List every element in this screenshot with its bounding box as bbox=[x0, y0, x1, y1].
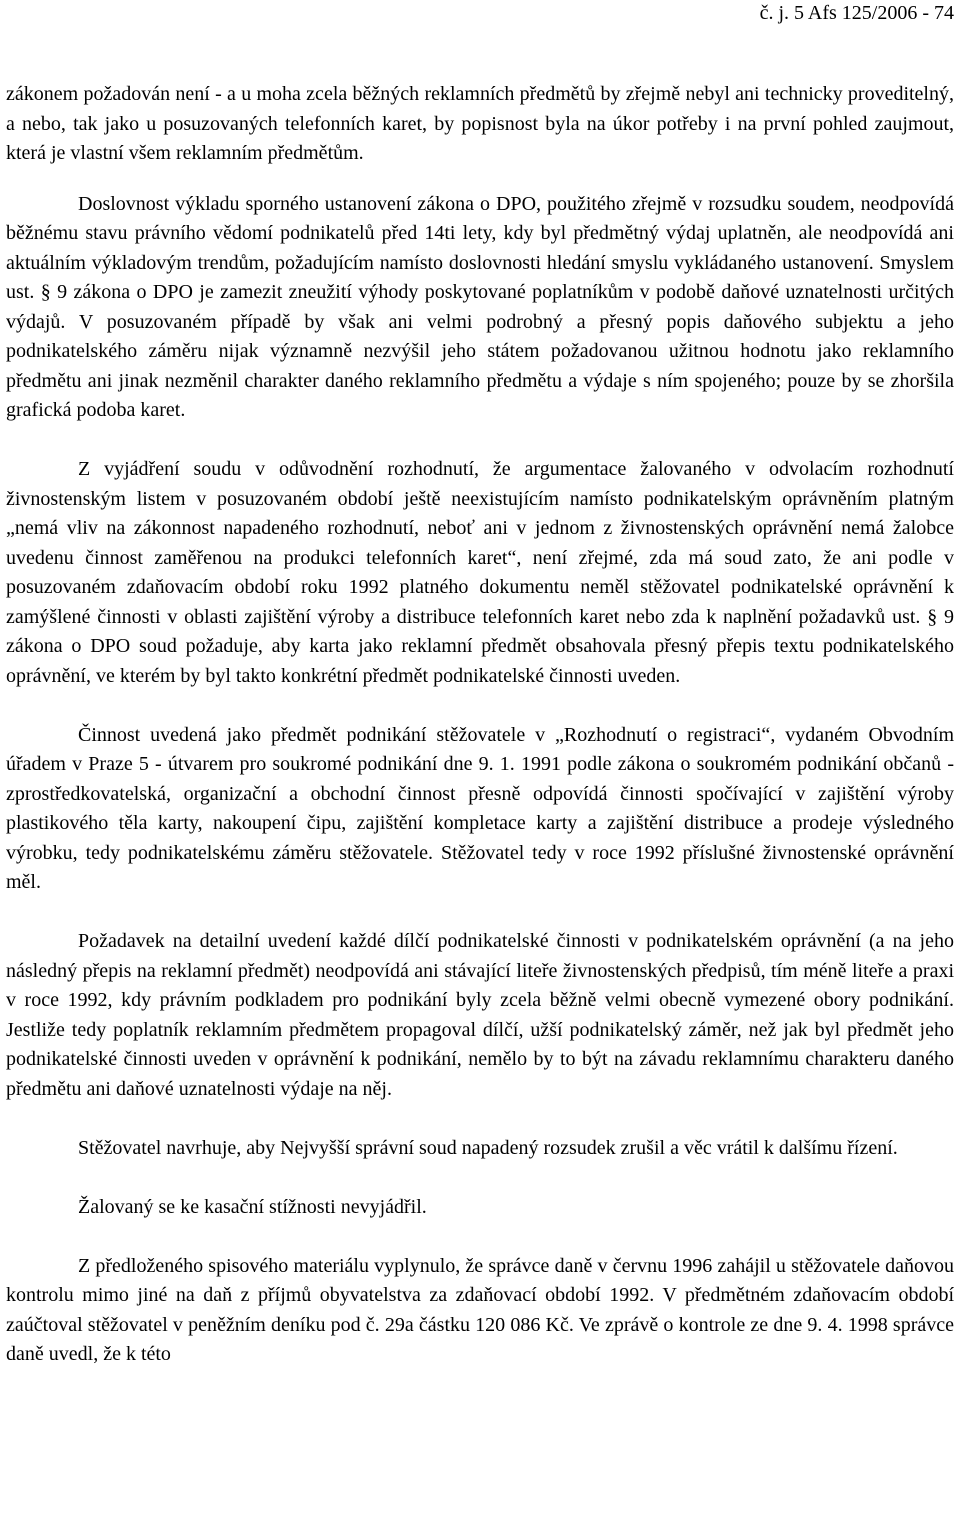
paragraph-continuation: zákonem požadován není - a u moha zcela běžných reklamních předmětů by zřejmě nebyl ani technicky proveditelný, a nebo, tak jako u posuzovaných telefonních karet, by popisnost byla na úkor potřeby i na první pohled zaujmout, která je vlastní všem reklamním předmětům. bbox=[6, 83, 954, 164]
paragraph-defendant: Žalovaný se ke kasační stížnosti nevyjádřil. bbox=[78, 1195, 427, 1218]
paragraph-court-statement: Z vyjádření soudu v odůvodnění rozhodnutí, že argumentace žalovaného v odvolacím rozhodnutí živnostenským listem v posuzovaném období ještě neexistujícím namísto podnikatelským oprávněním platným „nemá vliv na zákonnost napadeného rozhodnutí, neboť ani v jednom z živnostenských oprávnění nemá žalobce uvedenu činnost zaměřenou na produkci telefonních karet“, není zřejmé, zda má soud zato, že ani podle v posuzovaném zdaňovacím období roku 1992 platného dokumentu neměl stěžovatel podnikatelské oprávnění k zamýšlené činnosti v oblasti zajištění výroby a distribuce telefonních karet nebo zda k naplnění požadavků ust. § 9 zákona o DPO soud požaduje, aby karta jako reklamní předmět obsahovala přesný přepis textu podnikatelského oprávnění, ve kterém by byl takto konkrétní předmět podnikatelské činnosti uveden. bbox=[6, 458, 954, 687]
case-reference: č. j. 5 Afs 125/2006 - 74 bbox=[759, 2, 954, 24]
document-body bbox=[6, 80, 954, 1370]
paragraph-detailed-requirement: Požadavek na detailní uvedení každé dílčí podnikatelské činnosti v podnikatelském oprávnění (a na jeho následný přepis na reklamní předmět) neodpovídá ani stávající liteře živnostenských předpisů, tím méně liteře a praxi v roce 1992, kdy právním podkladem pro podnikání byly zcela běžně velmi obecně vymezené obory podnikání. Jestliže tedy poplatník reklamním předmětem propagoval dílčí, užší podnikatelský záměr, než jak byl předmět jeho podnikatelské činnosti uveden v oprávnění k podnikání, nemělo by to být na závadu reklamnímu charakteru daného předmětu ani daňové uznatelnosti výdaje na něj. bbox=[6, 930, 954, 1100]
paragraph-literal-interpretation: Doslovnost výkladu sporného ustanovení zákona o DPO, použitého zřejmě v rozsudku soudem, neodpovídá běžnému stavu právního vědomí podnikatelů před 14ti lety, kdy byl předmětný výdaj uplatněn, ale neodpovídá ani aktuálním výkladovým trendům, požadujícím namísto doslovnosti hledání smyslu vykládaného ustanovení. Smyslem ust. § 9 zákona o DPO je zamezit zneužití výhody poskytované poplatníkům v podobě daňové uznatelnosti určitých výdajů. V posuzovaném případě by však ani velmi podrobný a přesný popis daňového subjektu a jeho podnikatelského záměru nijak významně nezvýšil jeho státem požadovanou užitnou hodnotu jako reklamního předmětu ani jinak nezměnil charakter daného reklamního předmětu a výdaje s ním spojeného; pouze by se zhoršila grafická podoba karet. bbox=[6, 192, 954, 421]
paragraph-registered-activity: Činnost uvedená jako předmět podnikání stěžovatele v „Rozhodnutí o registraci“, vydaném Obvodním úřadem v Praze 5 - útvarem pro soukromé podnikání dne 9. 1. 1991 podle zákona o soukromém podnikání občanů - zprostředkovatelská, organizační a obchodní činnost přesně odpovídá činnosti spočívající v zajištění výroby plastikového těla karty, nakoupení čipu, zajištění kompletace karty a zajištění distribuce a prodeje výsledného výrobku, tedy podnikatelskému záměru stěžovatele. Stěžovatel tedy v roce 1992 příslušné živnostenské oprávnění měl. bbox=[6, 723, 954, 893]
paragraph-file-material: Z předloženého spisového materiálu vyplynulo, že správce daně v červnu 1996 zahájil u stěžovatele daňovou kontrolu mimo jiné na daň z příjmů obyvatelstva za zdaňovací období 1992. V předmětném zdaňovacím období zaúčtoval stěžovatel v peněžním deníku pod č. 29a částku 120 086 Kč. Ve zprávě o kontrole ze dne 9. 4. 1998 správce daně uvedl, že k této bbox=[6, 1254, 954, 1365]
paragraph-proposal: Stěžovatel navrhuje, aby Nejvyšší správní soud napadený rozsudek zrušil a věc vrátil k dalšímu řízení. bbox=[78, 1136, 898, 1159]
